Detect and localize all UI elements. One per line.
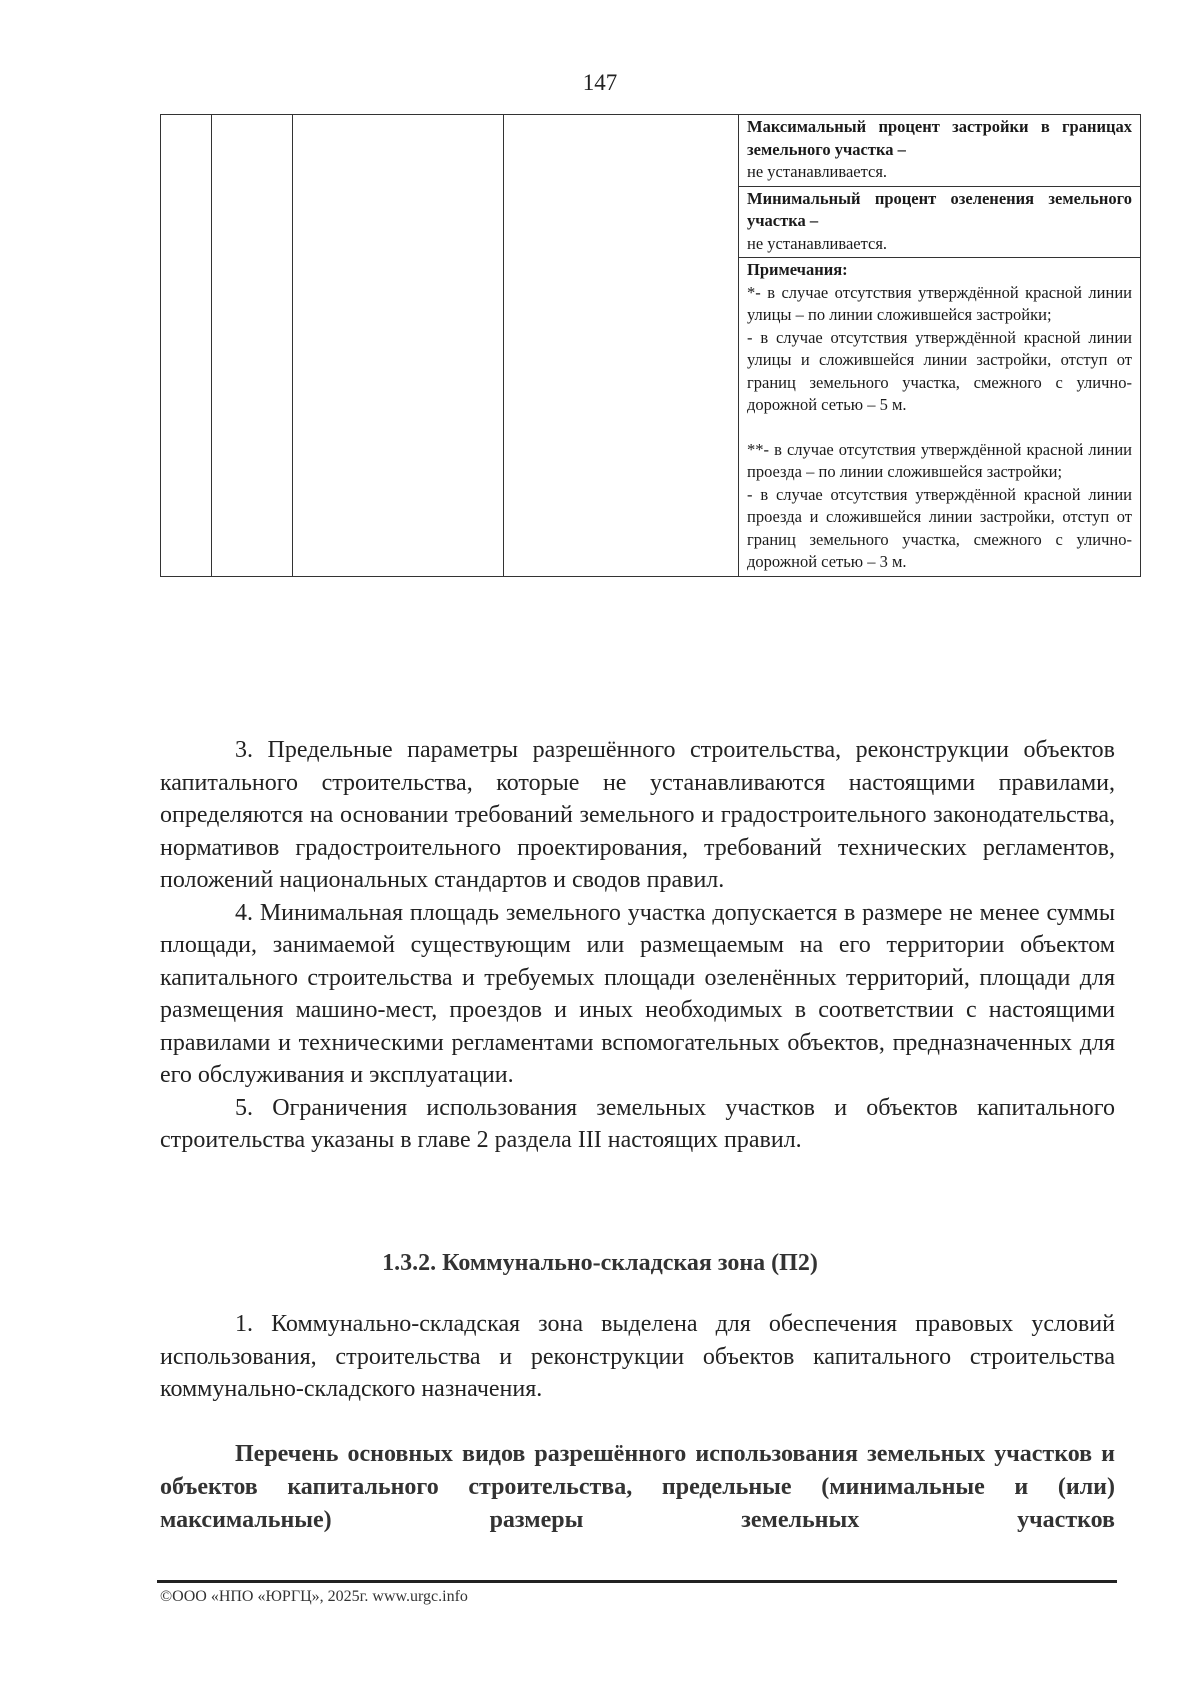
cell-text: не устанавливается. <box>747 162 888 181</box>
list-title: Перечень основных видов разрешённого использования земельных участков и объектов капитального строительства, предельные (минимальные и (или) максимальные) размеры земельных участков <box>160 1441 1115 1533</box>
cell-text: не устанавливается. <box>747 233 888 253</box>
page-number: 147 <box>582 70 618 95</box>
note-item: - в случае отсутствия утверждённой красной линии улицы и сложившейся линии застройки, отступ от границ земельного участка, смежного с улично-дорожной сетью – 5 м. <box>747 327 1132 414</box>
table-cell-max-building-percent <box>739 115 1141 187</box>
table-cell-notes <box>739 258 1141 577</box>
paragraph-1: 1. Коммунально-складская зона выделена для обеспечения правовых условий использования, строительства и реконструкции объектов капитального строительства коммунально-складского назначения. <box>160 1311 1115 1402</box>
table-cell-empty <box>161 115 212 577</box>
table-cell-empty <box>504 115 739 577</box>
cell-bold-text: Максимальный процент застройки в границах земельного участка – <box>747 117 1132 159</box>
table-cell-min-greening-percent <box>739 186 1141 258</box>
table-cell-empty <box>293 115 504 577</box>
footer-copyright: ©ООО «НПО «ЮРГЦ», 2025г. www.urgc.info <box>160 1588 468 1605</box>
note-item: - в случае отсутствия утверждённой красной линии проезда и сложившейся линии застройки, отступ от границ земельного участка, смежного с улично-дорожной сетью – 3 м. <box>747 484 1132 571</box>
paragraph-5: 5. Ограничения использования земельных участков и объектов капитального строительства указаны в главе 2 раздела III настоящих правил. <box>160 1094 1115 1153</box>
note-item: **- в случае отсутствия утверждённой красной линии проезда – по линии сложившейся застройки; <box>747 439 1132 481</box>
table-row <box>161 115 1141 187</box>
body-paragraphs <box>160 734 1115 1157</box>
paragraph-3: 3. Предельные параметры разрешённого строительства, реконструкции объектов капитального строительства, которые не устанавливаются настоящими правилами, определяются на основании требований земельного и градостроительного законодательства, нормативов градостроительного проектирования, требований технических регламентов, положений национальных стандартов и сводов правил. <box>160 737 1115 893</box>
notes-title: Примечания: <box>747 260 848 279</box>
zone-description <box>160 1308 1115 1406</box>
section-heading: 1.3.2. Коммунально-складская зона (П2) <box>382 1250 818 1276</box>
note-item: *- в случае отсутствия утверждённой красной линии улицы – по линии сложившейся застройки; <box>747 282 1132 324</box>
regulations-table <box>160 114 1141 577</box>
paragraph-4: 4. Минимальная площадь земельного участка допускается в размере не менее суммы площади, занимаемой существующим или размещаемым на его территории объектом капитального строительства и требуемых площади озеленённых территорий, площади для размещения машино-мест, проездов и иных необходимых в соответствии с настоящими правилами и техническими регламентами вспомогательных объектов, предназначенных для его обслуживания и эксплуатации. <box>160 899 1115 1088</box>
footer-divider <box>157 1580 1117 1583</box>
table-cell-empty <box>212 115 293 577</box>
cell-bold-text: Минимальный процент озеленения земельного участка – <box>747 188 1132 230</box>
